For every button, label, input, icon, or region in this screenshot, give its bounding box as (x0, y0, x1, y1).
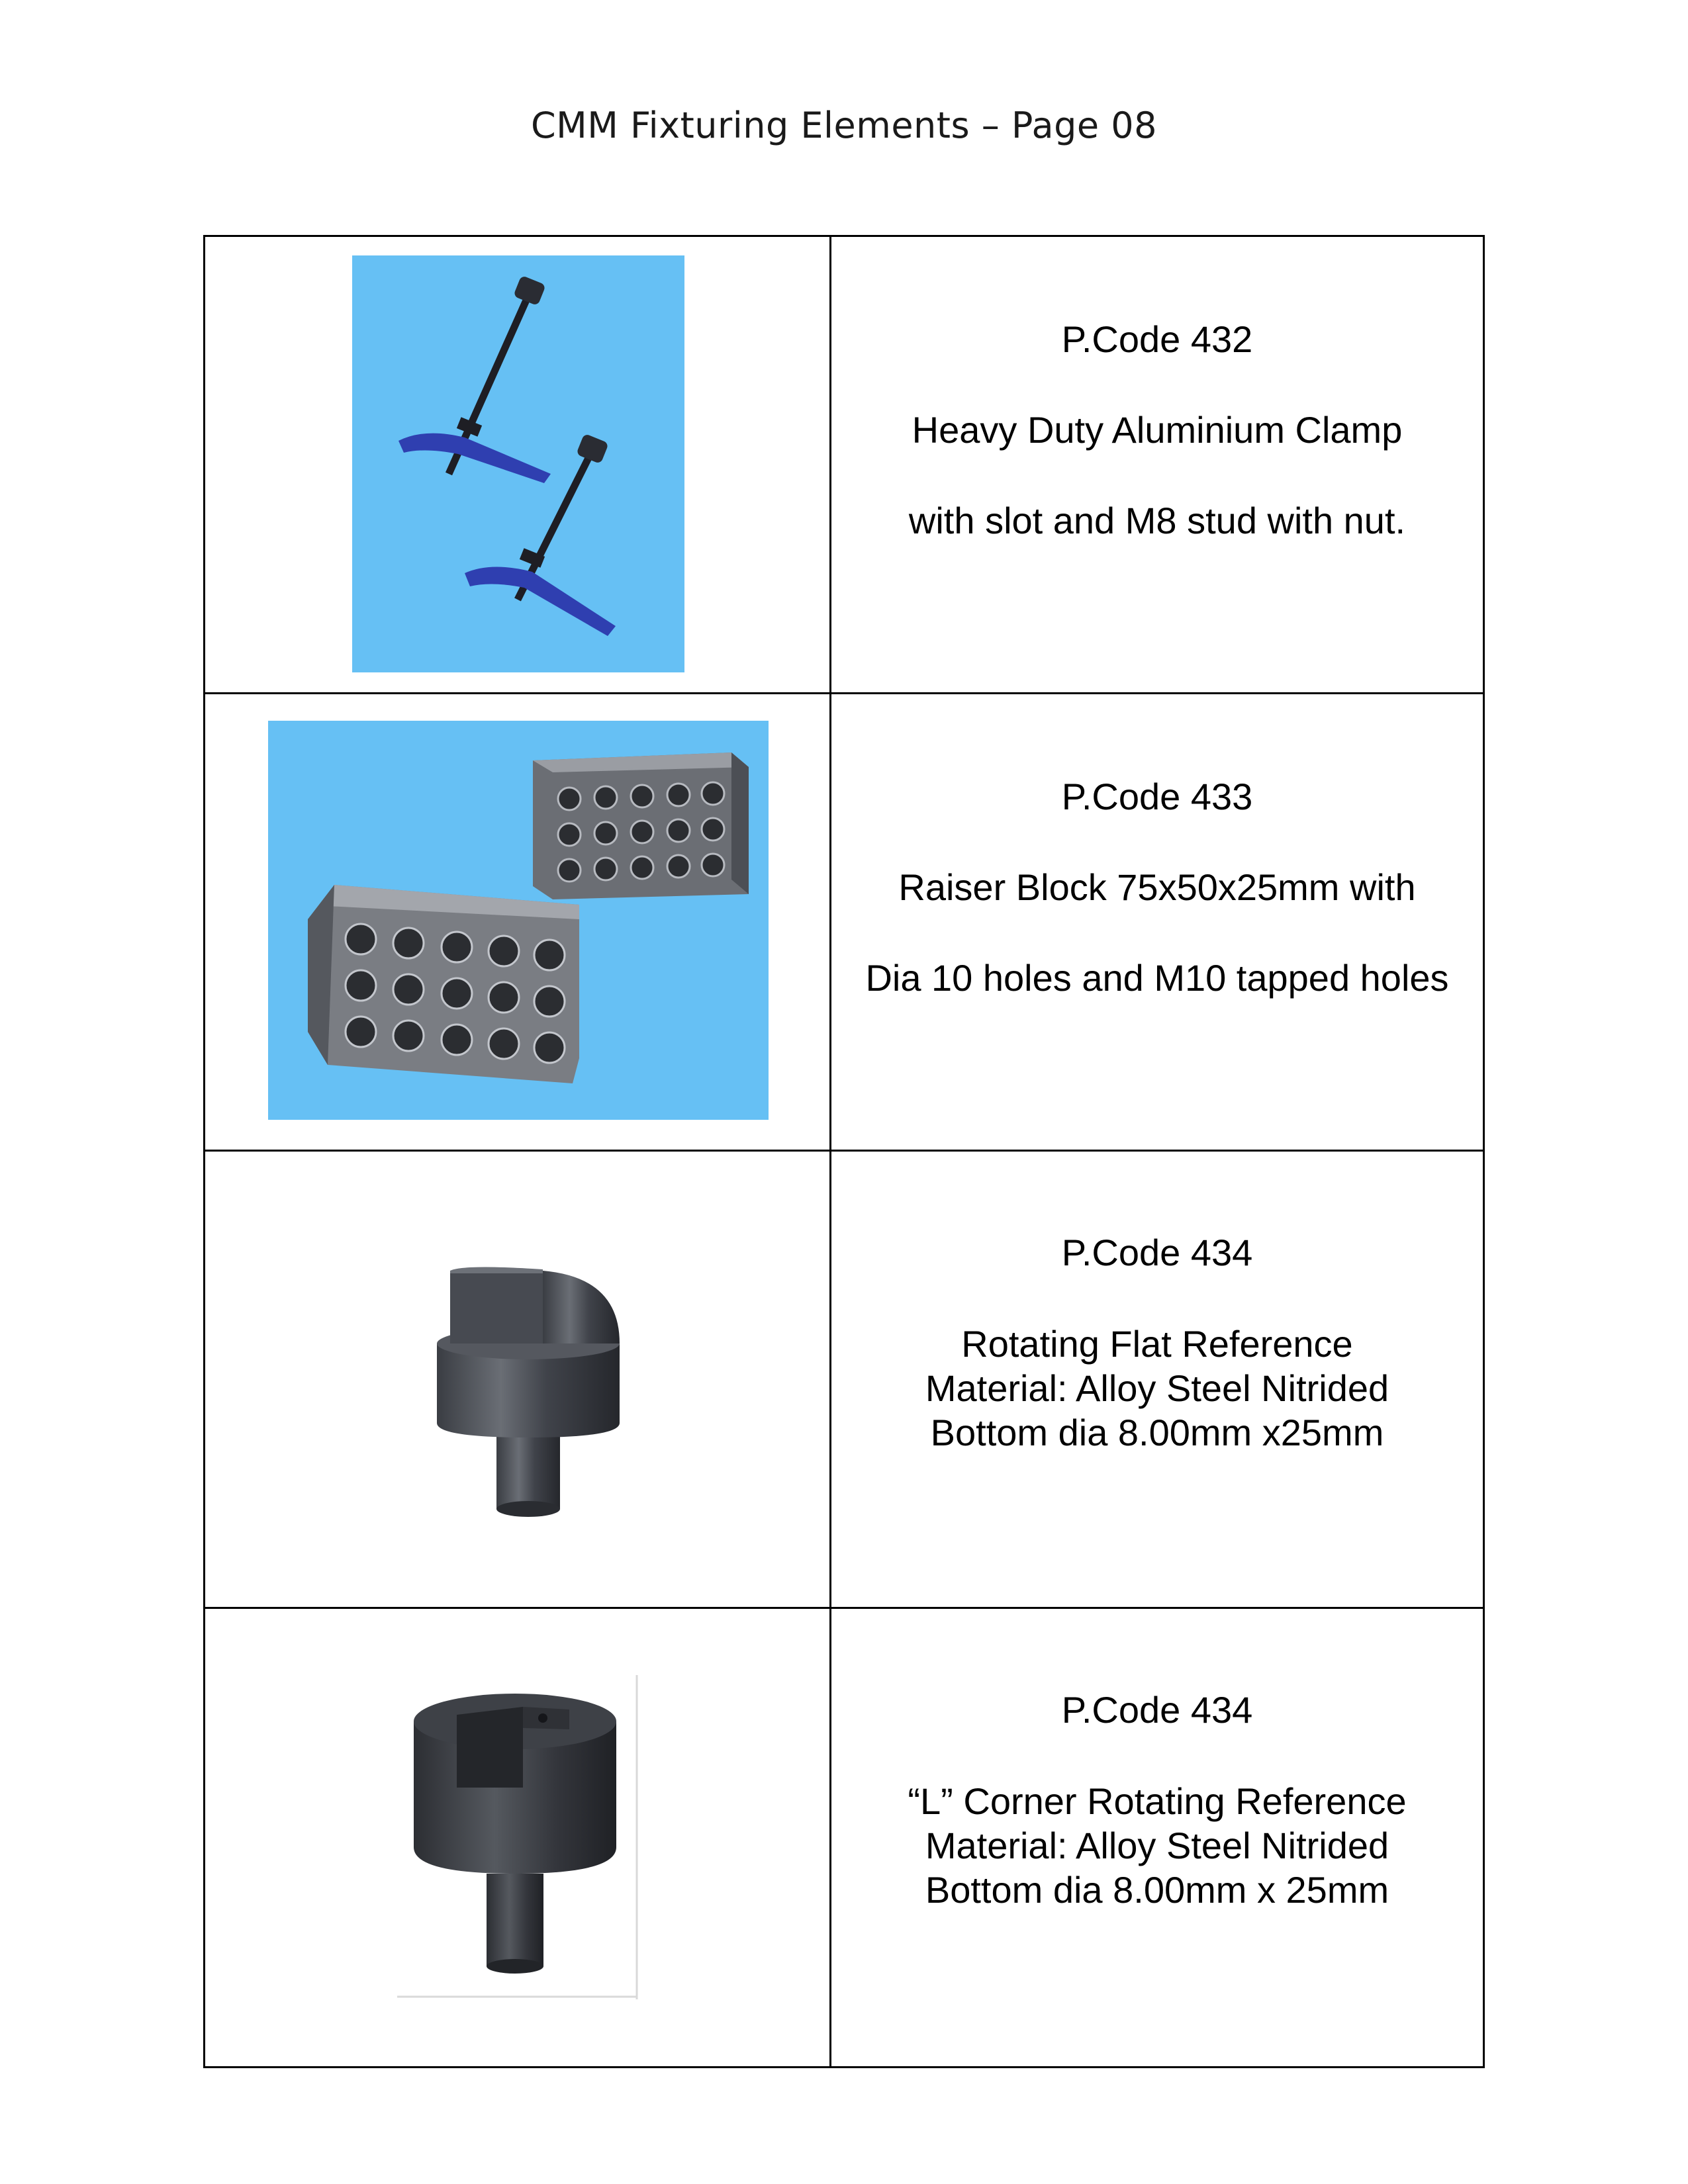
product-description (925, 1322, 1389, 1455)
product-image-cell (205, 237, 831, 694)
product-description-line: “L” Corner Rotating Reference (908, 1780, 1407, 1822)
product-image-cell (205, 694, 831, 1152)
product-description-line: Bottom dia 8.00mm x 25mm (925, 1869, 1389, 1911)
product-table (203, 235, 1485, 2068)
page-title: CMM Fixturing Elements – Page 08 (530, 105, 1158, 146)
raiser-block-photo (268, 721, 769, 1120)
flat-reference-photo (424, 1264, 622, 1529)
product-description-cell (831, 1152, 1483, 1609)
product-description-cell (831, 694, 1483, 1152)
product-description-line: Heavy Duty Aluminium Clamp (912, 409, 1403, 451)
product-description-line: Raiser Block 75x50x25mm with (898, 866, 1416, 908)
product-code: P.Code 434 (1061, 1689, 1253, 1731)
product-description-cell (831, 1609, 1483, 2066)
product-description-line: Rotating Flat Reference (961, 1323, 1353, 1365)
product-code: P.Code 433 (1061, 776, 1253, 817)
product-description-line: Dia 10 holes and M10 tapped holes (865, 957, 1449, 999)
l-corner-reference-photo (397, 1675, 642, 1999)
product-code: P.Code 434 (1061, 1232, 1253, 1273)
product-description-line: Bottom dia 8.00mm x25mm (930, 1412, 1384, 1453)
product-description (908, 1779, 1406, 1912)
product-description-line: with slot and M8 stud with nut. (908, 500, 1406, 541)
product-image-cell (205, 1152, 831, 1609)
product-code: P.Code 432 (1061, 318, 1253, 360)
product-image-cell (205, 1609, 831, 2066)
product-description-line: Material: Alloy Steel Nitrided (925, 1825, 1389, 1866)
clamp-photo (352, 255, 684, 672)
product-description-line: Material: Alloy Steel Nitrided (925, 1367, 1389, 1409)
product-description-cell (831, 237, 1483, 694)
